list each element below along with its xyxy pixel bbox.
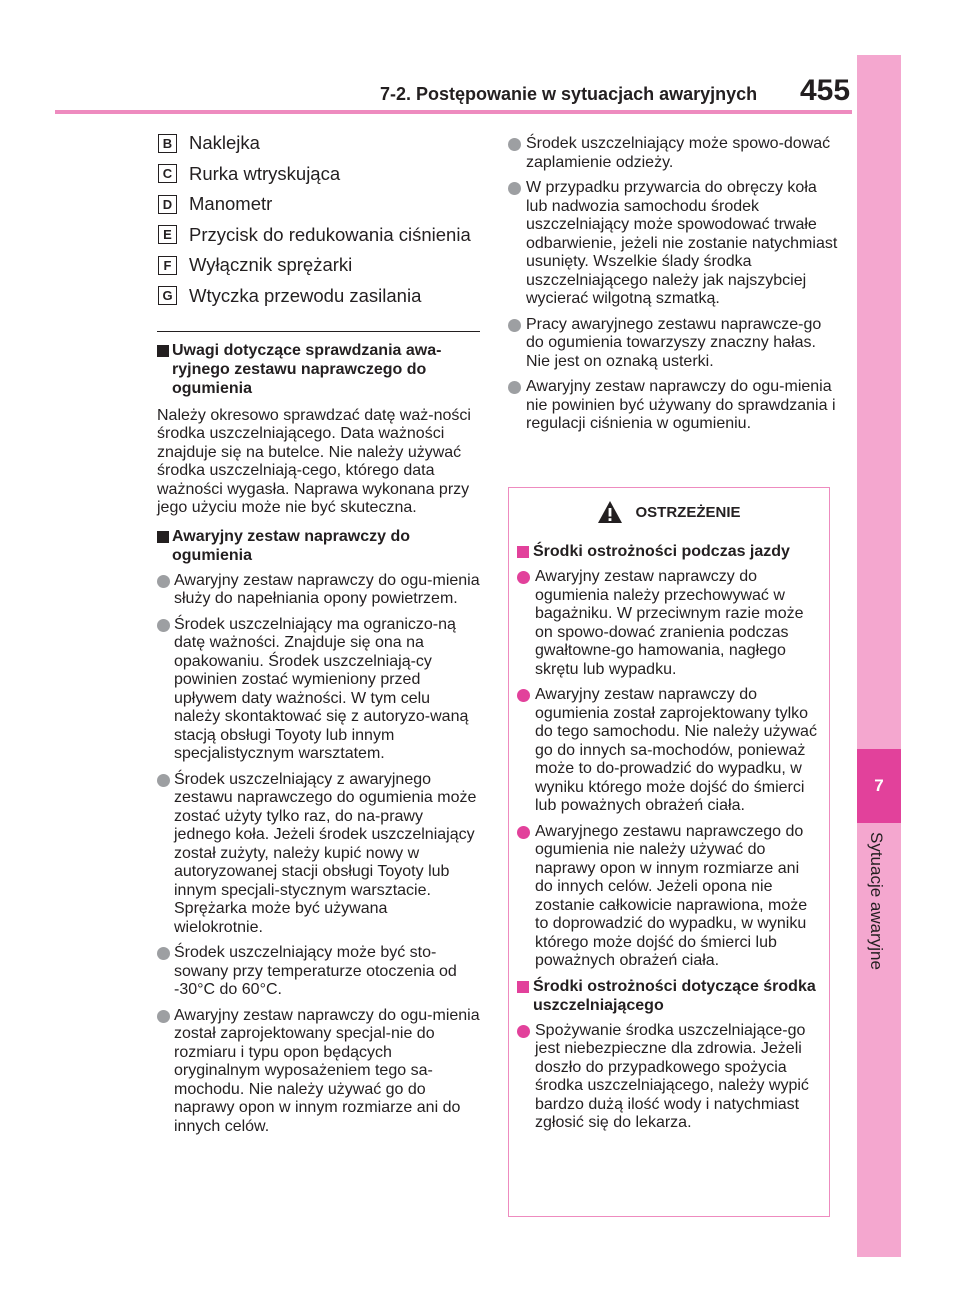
circle-bullet-icon: [508, 182, 521, 195]
warning-bullet: [517, 686, 819, 816]
legend-text: Rurka wtryskująca: [189, 162, 341, 184]
bullet-text: Awaryjny zestaw naprawczy do ogumienia należy przechowywać w bagażniku. W przeciwnym razie może on spowo-dować zranienia podczas gwałtowne-go hamowania, nagłego skrętu lub wypadku.: [535, 568, 804, 678]
warning-heading: [517, 977, 819, 1015]
page-number: 455: [800, 74, 851, 107]
legend-item: [145, 159, 480, 189]
header-divider: [55, 110, 852, 114]
circle-bullet-icon: [157, 1010, 170, 1023]
warning-bullet: [517, 568, 819, 679]
circle-bullet-icon: [157, 774, 170, 787]
bullet-item: [508, 316, 838, 372]
legend-key: G: [158, 286, 177, 305]
circle-bullet-icon: [157, 575, 170, 588]
right-column: [508, 128, 838, 434]
circle-bullet-icon: [517, 571, 530, 584]
circle-bullet-icon: [517, 689, 530, 702]
legend-item: [145, 250, 480, 280]
section-divider: [157, 331, 480, 332]
circle-bullet-icon: [517, 826, 530, 839]
bullet-item: [145, 1007, 480, 1137]
circle-bullet-icon: [508, 138, 521, 151]
legend-item: [145, 189, 480, 219]
bullet-text: Spożywanie środka uszczelniające-go jest niebezpieczne dla zdrowia. Jeżeli doszło do przypadkowego spożycia środka uszczelniającego, należy wypić bardzo dużą ilość wody i natychmiast zgłosić się do lekarza.: [535, 1021, 809, 1131]
bullet-text: Pracy awaryjnego zestawu naprawcze-go do ogumienia towarzyszy znaczny hałas. Nie jest on oznaką usterki.: [526, 315, 822, 370]
warning-heading: [517, 542, 819, 561]
legend-item: [145, 281, 480, 311]
square-bullet-icon: [517, 546, 529, 558]
warning-triangle-icon: [597, 500, 623, 524]
legend-text: Przycisk do redukowania ciśnienia: [189, 223, 471, 245]
legend-key: F: [158, 256, 177, 275]
warning-box: [508, 487, 830, 1217]
warning-heading-text: Środki ostrożności dotyczące środka uszczelniającego: [533, 977, 816, 1014]
bullet-item: [145, 771, 480, 938]
bullet-text: Awaryjny zestaw naprawczy do ogu-mienia został zaprojektowany specjal-nie do rozmiaru i typu opon będących oryginalnym wyposażeniem tego sa-mochodu. Nie należy używać go do naprawy opon w innym rozmiarze ani do innych celów.: [174, 1006, 480, 1135]
circle-bullet-icon: [517, 1025, 530, 1038]
bullet-text: Awaryjny zestaw naprawczy do ogu-mienia służy do napełniania opony powietrzem.: [174, 571, 480, 607]
warning-title: OSTRZEŻENIE: [635, 503, 741, 521]
section-heading: [145, 341, 480, 398]
legend-text: Naklejka: [189, 132, 260, 153]
bullet-text: Awaryjny zestaw naprawczy do ogu-mienia nie powinien być używany do sprawdzania i regulacji ciśnienia w ogumieniu.: [526, 378, 836, 432]
bullet-item: [145, 572, 480, 609]
bullet-text: Awaryjny zestaw naprawczy do ogumienia został zaprojektowany tylko do tego samochodu. Nie należy używać go do innych sa-mochodów, ponieważ może to do-prowadzić do wypadku, w wyniku którego może dojść do śmierci lub poważnych obrażeń ciała.: [535, 686, 817, 814]
bullet-item: [508, 135, 838, 172]
circle-bullet-icon: [508, 319, 521, 332]
warning-bullet: [517, 823, 819, 971]
warning-header: [509, 488, 829, 536]
paragraph: Należy okresowo sprawdzać datę waż-ności środka uszczelniającego. Data ważności znajduje się na butelce. Nie należy używać środka uszczelniają-cego, którego data ważności wygasła. Naprawa wykonana przy jego użyciu może nie być skuteczna.: [157, 406, 471, 516]
legend-text: Manometr: [189, 193, 273, 214]
circle-bullet-icon: [157, 619, 170, 632]
warning-content: [509, 542, 829, 1133]
section-heading-text: Awaryjny zestaw naprawczy do ogumienia: [172, 527, 411, 564]
bullet-text: Środek uszczelniający może spowo-dować zaplamienie odzieży.: [526, 135, 831, 171]
bullet-item: [145, 616, 480, 764]
bullet-item: [145, 944, 480, 1000]
legend-key: D: [158, 195, 177, 214]
chapter-side-label: Sytuacje awaryjne: [867, 832, 886, 970]
square-bullet-icon: [157, 345, 169, 357]
circle-bullet-icon: [157, 947, 170, 960]
legend-list: [145, 128, 480, 311]
bullet-text: Środek uszczelniający może być sto-sowany przy temperaturze otoczenia od -30°C do 60°C.: [174, 944, 457, 998]
legend-key: B: [158, 134, 177, 153]
warning-heading-text: Środki ostrożności podczas jazdy: [533, 543, 790, 560]
section-heading-text: Uwagi dotyczące sprawdzania awa-ryjnego zestawu naprawczego do ogumienia: [172, 341, 442, 397]
square-bullet-icon: [517, 981, 529, 993]
bullet-text: Środek uszczelniający z awaryjnego zestawu naprawczego do ogumienia może zostać użyty tylko raz, do na-prawy jednego koła. Jeżeli środek uszczelniający został zużyty, należy kupić nowy w autoryzowanej stacji obsługi Toyoty lub innym specjali-stycznym warsztacie. Sprężarka może być używana wielokrotnie.: [174, 770, 477, 936]
chapter-side-tab: [857, 55, 901, 1257]
left-column: [145, 128, 480, 1136]
legend-item: [145, 128, 480, 158]
legend-key: C: [158, 164, 177, 183]
bullet-text: W przypadku przywarcia do obręczy koła lub nadwozia samochodu środek uszczelniający może spowodować trwałe odbarwienie, jeżeli nie zostanie natychmiast usunięty. Wszelkie ślady środka uszczelniającego należy jak najszybciej wycierać wilgotną szmatką.: [526, 179, 838, 307]
chapter-number-tab: 7: [857, 749, 901, 823]
circle-bullet-icon: [508, 381, 521, 394]
legend-item: [145, 220, 480, 250]
legend-key: E: [158, 225, 177, 244]
bullet-item: [508, 179, 838, 309]
legend-text: Wtyczka przewodu zasilania: [189, 284, 422, 306]
warning-bullet: [517, 1022, 819, 1133]
legend-text: Wyłącznik sprężarki: [189, 254, 353, 275]
bullet-text: Awaryjnego zestawu naprawczego do ogumienia nie należy używać do naprawy opon w innym rozmiarze ani do innych celów. Jeżeli opona nie zostanie całkowicie naprawiona, może to doprowadzić do wypadku, w wyniku którego może dojść do śmierci lub poważnych obrażeń ciała.: [535, 822, 808, 969]
bullet-text: Środek uszczelniający ma ograniczo-ną datę ważności. Znajduje się ona na opakowaniu. Środek uszczelniają-cy powinien zostać wymieniony przed upływem daty ważności. W tym celu należy skontaktować się z autoryzo-waną stacją obsługi Toyoty lub innym specjalistycznym warsztatem.: [174, 615, 469, 762]
section-heading: [145, 527, 480, 565]
section-title: 7-2. Postępowanie w sytuacjach awaryjnych: [380, 84, 758, 104]
bullet-item: [508, 378, 838, 434]
square-bullet-icon: [157, 531, 169, 543]
